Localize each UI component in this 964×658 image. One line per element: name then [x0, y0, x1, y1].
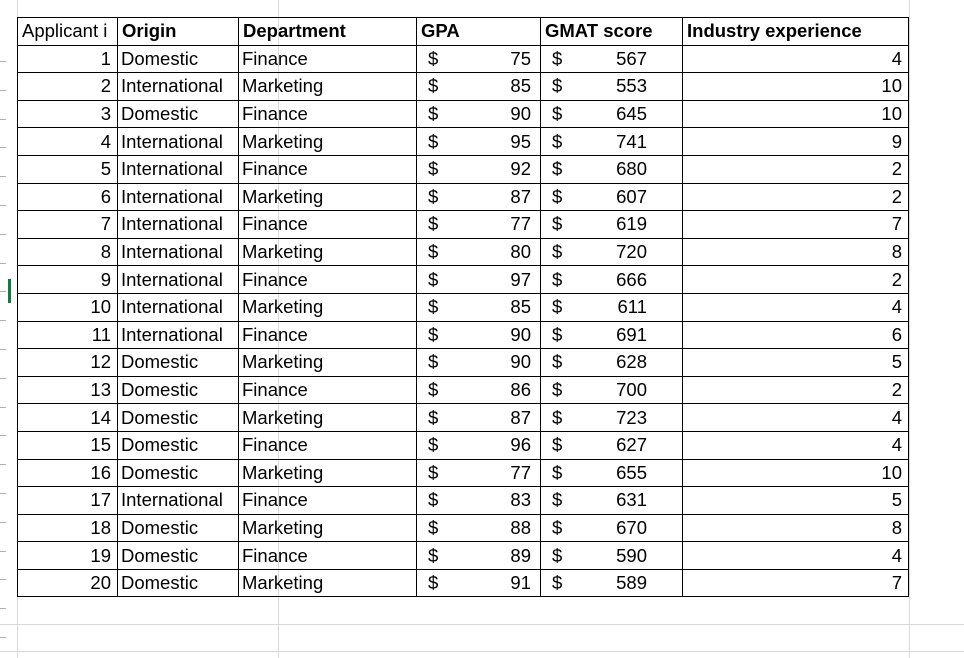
currency-symbol: $	[552, 130, 563, 152]
cell-department[interactable]: Marketing	[239, 349, 417, 377]
table-row	[18, 349, 909, 377]
table-row	[18, 73, 909, 101]
row-gutter-tick	[0, 320, 6, 321]
gpa-value: 89	[510, 544, 531, 566]
row-gutter-tick	[0, 579, 6, 580]
currency-symbol: $	[552, 572, 563, 594]
cell-experience[interactable]: 5	[683, 487, 909, 515]
cell-origin[interactable]: Domestic	[118, 569, 239, 597]
cell-gmat[interactable]	[541, 514, 683, 542]
cell-gpa[interactable]	[417, 376, 541, 404]
gmat-value: 590	[616, 544, 647, 566]
cell-gpa[interactable]	[417, 404, 541, 432]
cell-gpa[interactable]	[417, 487, 541, 515]
cell-experience[interactable]: 2	[683, 266, 909, 294]
table-row	[18, 183, 909, 211]
cell-department[interactable]: Finance	[239, 431, 417, 459]
cell-gmat[interactable]	[541, 569, 683, 597]
row-gutter-tick	[0, 176, 6, 177]
row-gutter-tick	[0, 263, 6, 264]
gmat-value: 553	[616, 75, 647, 97]
header-cell-gmat[interactable]: GMAT score	[541, 18, 683, 46]
cell-gpa[interactable]	[417, 542, 541, 570]
cell-applicant-id[interactable]: 19	[18, 542, 118, 570]
currency-symbol: $	[428, 158, 439, 180]
table-row	[18, 514, 909, 542]
cell-applicant-id[interactable]: 12	[18, 349, 118, 377]
header-row	[18, 18, 909, 46]
gpa-value: 87	[510, 406, 531, 428]
cell-applicant-id[interactable]: 15	[18, 431, 118, 459]
table-row	[18, 211, 909, 239]
cell-gpa[interactable]	[417, 183, 541, 211]
row-selection-indicator	[8, 279, 11, 303]
cell-department[interactable]: Marketing	[239, 183, 417, 211]
cell-department[interactable]: Marketing	[239, 293, 417, 321]
cell-origin[interactable]: International	[118, 487, 239, 515]
cell-origin[interactable]: International	[118, 238, 239, 266]
cell-experience[interactable]: 2	[683, 376, 909, 404]
cell-gmat[interactable]	[541, 349, 683, 377]
table-row	[18, 45, 909, 73]
cell-department[interactable]: Finance	[239, 376, 417, 404]
cell-gmat[interactable]	[541, 128, 683, 156]
row-gutter-tick	[0, 234, 6, 235]
cell-experience[interactable]: 4	[683, 45, 909, 73]
gmat-value: 700	[616, 379, 647, 401]
gridline	[909, 0, 910, 658]
table-row	[18, 238, 909, 266]
cell-department[interactable]: Finance	[239, 45, 417, 73]
cell-gpa[interactable]	[417, 45, 541, 73]
row-gutter-tick	[0, 407, 6, 408]
cell-department[interactable]: Finance	[239, 155, 417, 183]
currency-symbol: $	[552, 75, 563, 97]
gpa-value: 91	[510, 572, 531, 594]
gpa-value: 77	[510, 461, 531, 483]
cell-origin[interactable]: International	[118, 73, 239, 101]
gmat-value: 631	[616, 489, 647, 511]
currency-symbol: $	[552, 213, 563, 235]
header-cell-applicant[interactable]: Applicant i	[18, 18, 118, 46]
cell-origin[interactable]: Domestic	[118, 431, 239, 459]
cell-origin[interactable]: Domestic	[118, 45, 239, 73]
gpa-value: 86	[510, 379, 531, 401]
gmat-value: 741	[616, 130, 647, 152]
cell-applicant-id[interactable]: 11	[18, 321, 118, 349]
cell-origin[interactable]: Domestic	[118, 376, 239, 404]
cell-gpa[interactable]	[417, 514, 541, 542]
cell-experience[interactable]: 2	[683, 155, 909, 183]
currency-symbol: $	[552, 379, 563, 401]
cell-experience[interactable]: 7	[683, 569, 909, 597]
cell-gmat[interactable]	[541, 183, 683, 211]
currency-symbol: $	[428, 406, 439, 428]
gpa-value: 97	[510, 268, 531, 290]
currency-symbol: $	[428, 185, 439, 207]
applicant-table	[17, 17, 909, 597]
cell-applicant-id[interactable]: 16	[18, 459, 118, 487]
row-gutter-tick	[0, 205, 6, 206]
gmat-value: 645	[616, 103, 647, 125]
currency-symbol: $	[428, 461, 439, 483]
currency-symbol: $	[552, 516, 563, 538]
cell-gpa[interactable]	[417, 431, 541, 459]
row-gutter-tick	[0, 608, 6, 609]
currency-symbol: $	[428, 103, 439, 125]
gridline	[0, 624, 964, 625]
gpa-value: 88	[510, 516, 531, 538]
cell-gpa[interactable]	[417, 459, 541, 487]
cell-department[interactable]: Marketing	[239, 128, 417, 156]
gmat-value: 720	[616, 241, 647, 263]
cell-gpa[interactable]	[417, 321, 541, 349]
gmat-value: 607	[616, 185, 647, 207]
cell-experience[interactable]: 9	[683, 128, 909, 156]
cell-gpa[interactable]	[417, 128, 541, 156]
row-gutter-tick	[0, 493, 6, 494]
currency-symbol: $	[552, 489, 563, 511]
currency-symbol: $	[552, 241, 563, 263]
currency-symbol: $	[428, 47, 439, 69]
header-cell-origin[interactable]: Origin	[118, 18, 239, 46]
cell-department[interactable]: Finance	[239, 321, 417, 349]
row-gutter-tick	[0, 349, 6, 350]
currency-symbol: $	[428, 213, 439, 235]
gpa-value: 90	[510, 351, 531, 373]
currency-symbol: $	[552, 185, 563, 207]
cell-origin[interactable]: Domestic	[118, 404, 239, 432]
cell-department[interactable]: Finance	[239, 487, 417, 515]
cell-origin[interactable]: Domestic	[118, 542, 239, 570]
cell-origin[interactable]: International	[118, 321, 239, 349]
currency-symbol: $	[428, 351, 439, 373]
cell-department[interactable]: Marketing	[239, 569, 417, 597]
cell-gpa[interactable]	[417, 73, 541, 101]
cell-gpa[interactable]	[417, 100, 541, 128]
row-gutter-tick	[0, 291, 6, 292]
cell-origin[interactable]: Domestic	[118, 349, 239, 377]
cell-applicant-id[interactable]: 9	[18, 266, 118, 294]
cell-gmat[interactable]	[541, 293, 683, 321]
cell-applicant-id[interactable]: 2	[18, 73, 118, 101]
table-row	[18, 376, 909, 404]
currency-symbol: $	[428, 268, 439, 290]
gmat-value: 680	[616, 158, 647, 180]
header-cell-gpa[interactable]: GPA	[417, 18, 541, 46]
cell-gmat[interactable]	[541, 266, 683, 294]
cell-experience[interactable]: 8	[683, 514, 909, 542]
cell-gpa[interactable]	[417, 293, 541, 321]
cell-origin[interactable]: Domestic	[118, 514, 239, 542]
gpa-value: 90	[510, 103, 531, 125]
cell-department[interactable]: Marketing	[239, 404, 417, 432]
cell-experience[interactable]: 4	[683, 404, 909, 432]
row-gutter-tick	[0, 551, 6, 552]
gpa-value: 85	[510, 75, 531, 97]
cell-applicant-id[interactable]: 7	[18, 211, 118, 239]
cell-origin[interactable]: Domestic	[118, 100, 239, 128]
cell-gmat[interactable]	[541, 211, 683, 239]
cell-department[interactable]: Finance	[239, 266, 417, 294]
cell-department[interactable]: Marketing	[239, 514, 417, 542]
cell-experience[interactable]: 6	[683, 321, 909, 349]
cell-department[interactable]: Finance	[239, 100, 417, 128]
header-cell-experience[interactable]: Industry experience	[683, 18, 909, 46]
cell-experience[interactable]: 10	[683, 100, 909, 128]
gpa-value: 87	[510, 185, 531, 207]
currency-symbol: $	[428, 130, 439, 152]
currency-symbol: $	[428, 75, 439, 97]
currency-symbol: $	[552, 461, 563, 483]
cell-gmat[interactable]	[541, 459, 683, 487]
cell-experience[interactable]: 4	[683, 542, 909, 570]
gpa-value: 95	[510, 130, 531, 152]
header-cell-department[interactable]: Department	[239, 18, 417, 46]
table-row	[18, 487, 909, 515]
cell-gmat[interactable]	[541, 45, 683, 73]
cell-experience[interactable]: 5	[683, 349, 909, 377]
gpa-value: 90	[510, 323, 531, 345]
currency-symbol: $	[428, 379, 439, 401]
cell-department[interactable]: Marketing	[239, 73, 417, 101]
cell-gmat[interactable]	[541, 321, 683, 349]
gmat-value: 627	[616, 434, 647, 456]
row-gutter-tick	[0, 61, 6, 62]
cell-origin[interactable]: International	[118, 183, 239, 211]
currency-symbol: $	[428, 323, 439, 345]
cell-applicant-id[interactable]: 17	[18, 487, 118, 515]
table-row	[18, 431, 909, 459]
row-gutter-tick	[0, 147, 6, 148]
currency-symbol: $	[552, 103, 563, 125]
gmat-value: 567	[616, 47, 647, 69]
cell-experience[interactable]: 4	[683, 431, 909, 459]
gridline	[0, 651, 964, 652]
cell-applicant-id[interactable]: 18	[18, 514, 118, 542]
gmat-value: 628	[616, 351, 647, 373]
currency-symbol: $	[552, 544, 563, 566]
cell-experience[interactable]: 2	[683, 183, 909, 211]
currency-symbol: $	[552, 323, 563, 345]
cell-applicant-id[interactable]: 20	[18, 569, 118, 597]
cell-gpa[interactable]	[417, 211, 541, 239]
cell-applicant-id[interactable]: 4	[18, 128, 118, 156]
cell-applicant-id[interactable]: 3	[18, 100, 118, 128]
cell-origin[interactable]: International	[118, 155, 239, 183]
cell-origin[interactable]: International	[118, 211, 239, 239]
currency-symbol: $	[552, 434, 563, 456]
row-gutter-tick	[0, 90, 6, 91]
table-row	[18, 293, 909, 321]
cell-applicant-id[interactable]: 14	[18, 404, 118, 432]
gmat-value: 666	[616, 268, 647, 290]
currency-symbol: $	[428, 434, 439, 456]
cell-gpa[interactable]	[417, 238, 541, 266]
gpa-value: 75	[510, 47, 531, 69]
cell-department[interactable]: Finance	[239, 542, 417, 570]
cell-origin[interactable]: Domestic	[118, 459, 239, 487]
table-row	[18, 266, 909, 294]
table-row	[18, 569, 909, 597]
cell-gmat[interactable]	[541, 73, 683, 101]
cell-applicant-id[interactable]: 5	[18, 155, 118, 183]
cell-gmat[interactable]	[541, 431, 683, 459]
cell-experience[interactable]: 8	[683, 238, 909, 266]
currency-symbol: $	[552, 158, 563, 180]
gpa-value: 83	[510, 489, 531, 511]
row-gutter-tick	[0, 119, 6, 120]
cell-gpa[interactable]	[417, 569, 541, 597]
cell-department[interactable]: Finance	[239, 211, 417, 239]
gpa-value: 80	[510, 241, 531, 263]
gmat-value: 589	[616, 572, 647, 594]
gpa-value: 85	[510, 296, 531, 318]
currency-symbol: $	[428, 544, 439, 566]
cell-origin[interactable]: International	[118, 266, 239, 294]
gpa-value: 77	[510, 213, 531, 235]
cell-origin[interactable]: International	[118, 128, 239, 156]
cell-experience[interactable]: 4	[683, 293, 909, 321]
gmat-value: 723	[616, 406, 647, 428]
cell-applicant-id[interactable]: 8	[18, 238, 118, 266]
cell-gmat[interactable]	[541, 376, 683, 404]
gpa-value: 96	[510, 434, 531, 456]
currency-symbol: $	[428, 572, 439, 594]
cell-gpa[interactable]	[417, 266, 541, 294]
cell-experience[interactable]: 10	[683, 73, 909, 101]
cell-gpa[interactable]	[417, 155, 541, 183]
gmat-value: 670	[616, 516, 647, 538]
cell-applicant-id[interactable]: 10	[18, 293, 118, 321]
cell-applicant-id[interactable]: 6	[18, 183, 118, 211]
table-row	[18, 404, 909, 432]
cell-gmat[interactable]	[541, 100, 683, 128]
row-gutter-tick	[0, 435, 6, 436]
row-gutter-tick	[0, 464, 6, 465]
gmat-value: 655	[616, 461, 647, 483]
gmat-value: 611	[617, 296, 647, 318]
currency-symbol: $	[428, 489, 439, 511]
cell-gmat[interactable]	[541, 487, 683, 515]
gmat-value: 691	[616, 323, 647, 345]
currency-symbol: $	[428, 516, 439, 538]
table-row	[18, 542, 909, 570]
row-gutter-tick	[0, 522, 6, 523]
cell-gmat[interactable]	[541, 542, 683, 570]
cell-origin[interactable]: International	[118, 293, 239, 321]
currency-symbol: $	[552, 47, 563, 69]
cell-gmat[interactable]	[541, 155, 683, 183]
currency-symbol: $	[428, 241, 439, 263]
currency-symbol: $	[428, 296, 439, 318]
cell-gmat[interactable]	[541, 404, 683, 432]
gmat-value: 619	[616, 213, 647, 235]
cell-experience[interactable]: 7	[683, 211, 909, 239]
gpa-value: 92	[510, 158, 531, 180]
currency-symbol: $	[552, 296, 563, 318]
currency-symbol: $	[552, 268, 563, 290]
table-row	[18, 459, 909, 487]
cell-applicant-id[interactable]: 1	[18, 45, 118, 73]
row-gutter-tick	[0, 378, 6, 379]
table-row	[18, 100, 909, 128]
currency-symbol: $	[552, 351, 563, 373]
cell-department[interactable]: Marketing	[239, 459, 417, 487]
table-row	[18, 128, 909, 156]
cell-gmat[interactable]	[541, 238, 683, 266]
currency-symbol: $	[552, 406, 563, 428]
cell-gpa[interactable]	[417, 349, 541, 377]
cell-applicant-id[interactable]: 13	[18, 376, 118, 404]
cell-department[interactable]: Marketing	[239, 238, 417, 266]
row-gutter-tick	[0, 637, 6, 638]
table-row	[18, 155, 909, 183]
table-row	[18, 321, 909, 349]
cell-experience[interactable]: 10	[683, 459, 909, 487]
